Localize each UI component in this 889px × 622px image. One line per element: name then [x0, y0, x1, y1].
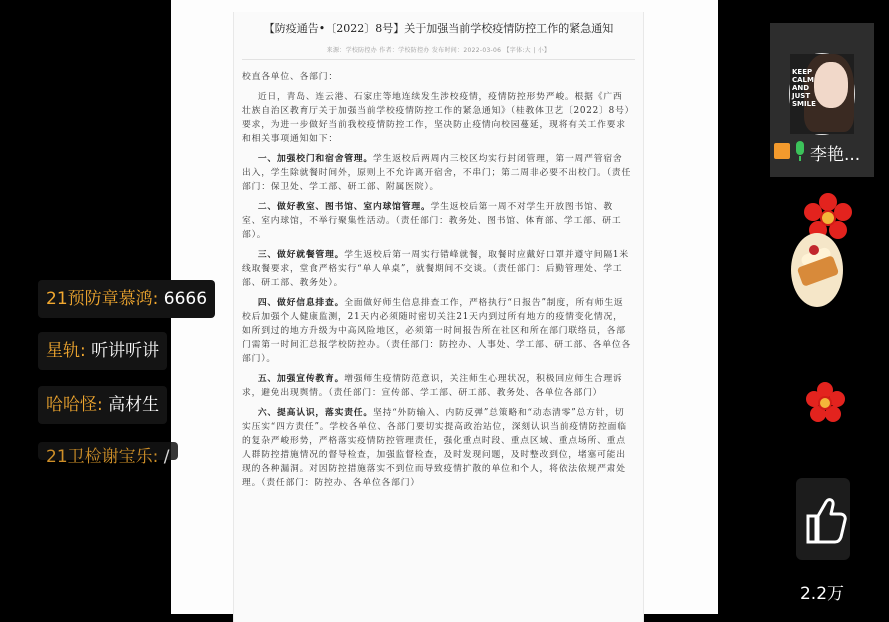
- item-text: 全面做好师生信息排查工作，严格执行“日报告”制度，所有师生返校后加强个人健康监测，21天内必须随时密切关注21天内到过所有地方的疫情变化情况，如所到过的地方升级为中高风险地区，必须第一时间报告所在社区和所在部门联络员，各部门需第一时间汇总报学校防控办。（责任部门：防控办、人事处、学工部、研工部、各单位各部门）。: [242, 298, 632, 364]
- item-text: 增强师生疫情防范意识，关注师生心理状况，积极回应师生合理诉求，避免出现舆情。（责任部门：宣传部、学工部、研工部、教务处、各单位各部门）: [242, 374, 623, 398]
- document-title: 【防疫通告•〔2022〕8号】关于加强当前学校疫情防控工作的紧急通知: [263, 22, 614, 35]
- chat-message: [38, 442, 178, 467]
- chat-text: /: [163, 447, 170, 467]
- chat-nick: 21预防章慕鸿:: [46, 289, 159, 309]
- chat-feed: [0, 276, 208, 467]
- user-icon: [774, 143, 790, 159]
- item-text: 坚持“外防输入、内防反弹”总策略和“动态清零”总方针，切实压实“四方责任”。学校各单位、各部门要切实提高政治站位，深刻认识当前疫情防控面临的复杂严峻形势，严格落实疫情防控管理责任，强化重点时段、重点区域、重点场所、重点人群防控措施情况的督导检查，加强监督检查，及时发现问题，及时整改到位，堵塞可能出现的各种漏洞。对因防控措施落实不到位而导致疫情扩散的单位和个人，将依法依规严肃处理。（责任部门：防控办、各单位各部门）: [242, 408, 627, 488]
- document-body: [242, 70, 632, 496]
- notice-document: [233, 12, 644, 622]
- host-video-card[interactable]: [770, 23, 874, 177]
- document-meta: 来源：学校防控办 作者：学校防控办 发布时间：2022-03-06 【字体:大 | 小】: [326, 47, 551, 54]
- chat-text: 听讲听讲: [91, 341, 160, 361]
- chat-text: 高材生: [108, 395, 160, 415]
- host-avatar: [789, 53, 855, 135]
- item-paragraph: [242, 152, 632, 194]
- item-heading: 二、做好教室、图书馆、室内球馆管理。: [257, 202, 431, 212]
- item-text: 学生返校后第一周实行错峰就餐，取餐时应戴好口罩并遵守间隔1米线取餐要求，堂食严格实行“单人单桌”，就餐期间不交谈。（责任部门：后勤管理处、学工部、研工部、教务处）。: [242, 250, 629, 288]
- chat-message: [38, 386, 167, 424]
- item-paragraph: [242, 200, 632, 242]
- cake-gift-icon: [791, 233, 843, 307]
- salutation: 校直各单位、各部门：: [242, 72, 338, 82]
- like-button[interactable]: [796, 478, 850, 560]
- item-paragraph: [242, 248, 632, 290]
- shared-screen: [171, 0, 718, 614]
- avatar-text: KEEP CALM AND JUST SMILE: [792, 68, 816, 108]
- item-heading: 五、加强宣传教育。: [257, 374, 345, 384]
- item-paragraph: [242, 296, 632, 366]
- intro-paragraph: 近日，青岛、连云港、石家庄等地连续发生涉校疫情，疫情防控形势严峻。根据《广西壮族自治区教育厅关于加强当前学校疫情防控工作的紧急通知》（桂教体卫艺〔2022〕8号）要求，为进一步做好当前我校疫情防控工作，坚决防止疫情向校园蔓延，现将有关工作要求和相关事项通知如下：: [242, 92, 630, 144]
- flower-gift-icon: [806, 382, 846, 428]
- item-heading: 六、提高认识，落实责任。: [257, 408, 373, 418]
- item-paragraph: [242, 406, 632, 490]
- thumbs-up-icon: [796, 478, 850, 560]
- item-text: 学生返校后第一周不对学生开放图书馆、教室、室内球馆，不举行聚集性活动。（责任部门：教务处、图书馆、体育部、学工部、研工部）。: [242, 202, 622, 240]
- item-text: 学生返校后两周内三校区均实行封闭管理，第一周严管宿舍出入，学生除就餐时间外，原则上不允许离开宿舍，不串门；第二周非必要不出校门。（责任部门：保卫处、学工部、研工部、附属医院）。: [242, 154, 632, 192]
- host-info-bar: [770, 139, 874, 163]
- chat-nick: 星轨:: [46, 341, 86, 361]
- item-heading: 一、加强校门和宿舍管理。: [257, 154, 373, 164]
- like-count: 2.2万: [799, 584, 845, 604]
- item-paragraph: [242, 372, 632, 400]
- chat-nick: 21卫检谢宝乐:: [46, 447, 159, 467]
- item-heading: 四、做好信息排查。: [257, 298, 345, 308]
- chat-message: [38, 280, 215, 318]
- microphone-icon: [796, 141, 804, 155]
- host-name: 李艳...: [810, 145, 861, 165]
- chat-nick: 哈哈怪:: [46, 395, 103, 415]
- divider: [242, 59, 635, 60]
- chat-message: [38, 332, 167, 370]
- item-heading: 三、做好就餐管理。: [257, 250, 345, 260]
- chat-text: 6666: [163, 289, 208, 309]
